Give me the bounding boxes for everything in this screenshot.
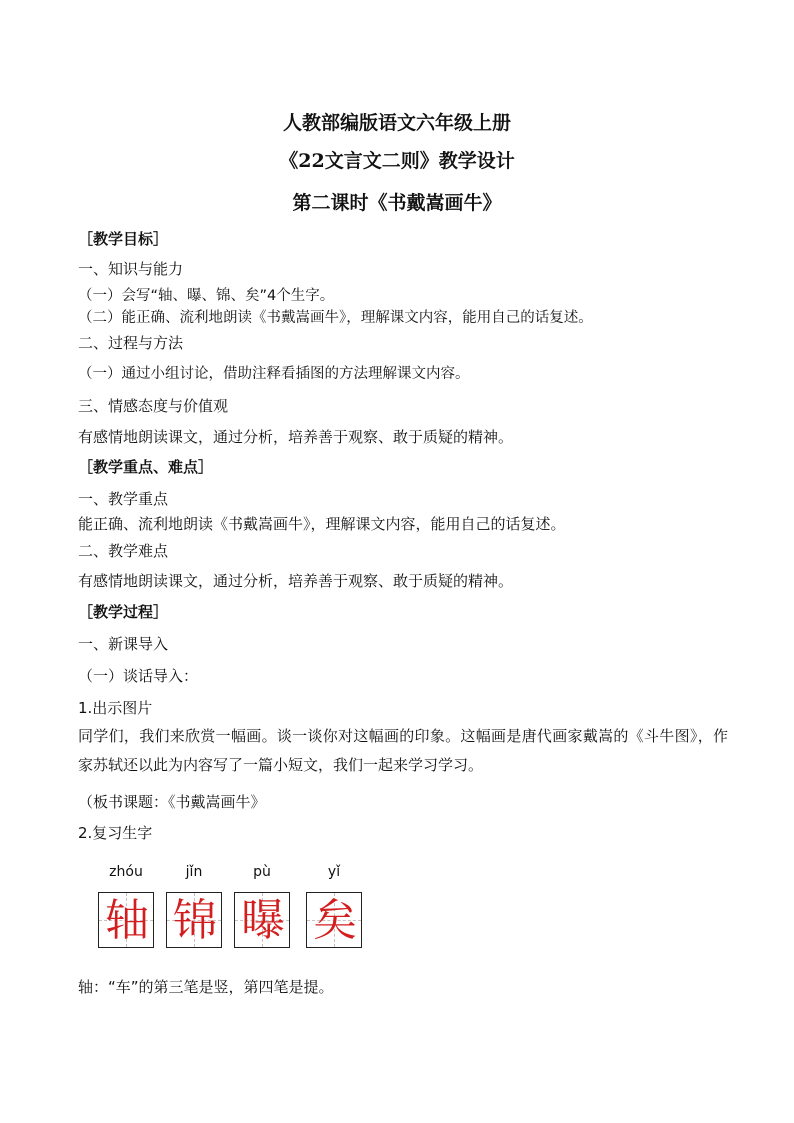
goals-heading: ［教学目标］: [78, 230, 169, 248]
character-card: [166, 864, 222, 950]
character-pinyin: zhóu: [109, 864, 143, 880]
goals-section-2: 二、过程与方法: [78, 334, 184, 352]
goals-item-1-2: （二）能正确、流利地朗读《书戴嵩画牛》，理解课文内容，能用自己的话复述。: [78, 310, 593, 326]
goals-section-1: 一、知识与能力: [78, 260, 184, 278]
tianzige-box: [306, 892, 362, 948]
character-glyph: 矣: [313, 895, 357, 946]
stroke-note: 轴：“车”的第三笔是竖，第四笔是提。: [78, 978, 334, 996]
tianzige-box: [166, 892, 222, 948]
process-step-1: 1.出示图片: [78, 699, 153, 717]
process-step-2: 2.复习生字: [78, 824, 153, 842]
process-paragraph: 同学们，我们来欣赏一幅画。谈一谈你对这幅画的印象。这幅画是唐代画家戴嵩的《斗牛图》，作家苏轼还以此为内容写了一篇小短文，我们一起来学习学习。: [78, 727, 728, 774]
document-title-3: 第二课时《书戴嵩画牛》: [292, 192, 502, 214]
process-section-1: 一、新课导入: [78, 635, 169, 653]
goals-item-1-1: （一）会写“轴、曝、锦、矣”4个生字。: [78, 288, 335, 304]
goals-item-2-1: （一）通过小组讨论，借助注释看插图的方法理解课文内容。: [78, 366, 470, 382]
document-title-1: 人教部编版语文六年级上册: [282, 112, 511, 134]
character-glyph: 锦: [173, 895, 217, 946]
key-points-heading: ［教学重点、难点］: [78, 458, 214, 476]
character-card: [306, 864, 362, 950]
tianzige-box: [98, 892, 154, 948]
goals-section-3-text: 有感情地朗读课文，通过分析，培养善于观察、敢于质疑的精神。: [78, 428, 514, 446]
tianzige-box: [234, 892, 290, 948]
character-glyph: 轴: [105, 895, 149, 946]
key-points-section-2-text: 有感情地朗读课文，通过分析，培养善于观察、敢于质疑的精神。: [78, 572, 514, 590]
character-pinyin: pù: [253, 864, 271, 880]
key-points-section-1: 一、教学重点: [78, 490, 169, 508]
key-points-section-1-text: 能正确、流利地朗读《书戴嵩画牛》，理解课文内容，能用自己的话复述。: [78, 515, 566, 533]
character-card: [234, 864, 290, 950]
document-title-2: 《22文言文二则》教学设计: [279, 150, 515, 172]
character-card: [98, 864, 154, 950]
key-points-section-2: 二、教学难点: [78, 542, 169, 560]
character-practice-row: [98, 864, 378, 954]
character-pinyin: jǐn: [185, 864, 203, 880]
process-board-note: （板书课题：《书戴嵩画牛》: [78, 793, 266, 811]
goals-section-3: 三、情感态度与价值观: [78, 397, 229, 415]
character-glyph: 曝: [241, 895, 285, 946]
process-item-1-1: （一）谈话导入：: [78, 667, 199, 685]
character-pinyin: yǐ: [327, 864, 341, 880]
process-heading: ［教学过程］: [78, 603, 169, 621]
